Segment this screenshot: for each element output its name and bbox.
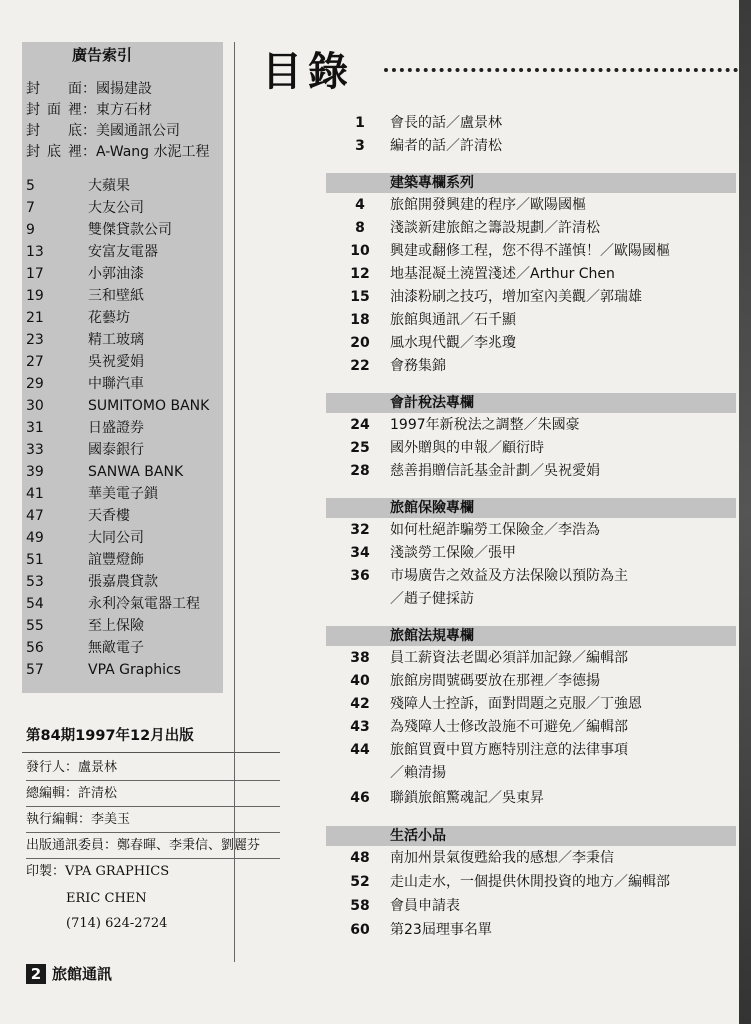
toc-entry[interactable]: 48 南加州景氣復甦給我的感想／李秉信 [350, 850, 614, 866]
section-heading: 會計稅法專欄 [326, 393, 736, 413]
toc-entry-continued: ／趙子健採訪 [390, 591, 474, 607]
ad-index-title: 廣告索引 [72, 46, 133, 64]
toc-title: 目錄 [262, 49, 354, 95]
credit-contact-name: ERIC CHEN [66, 891, 147, 906]
toc-entry[interactable]: 22 會務集錦 [350, 358, 446, 374]
ad-item: 17 小郭油漆 [26, 266, 144, 282]
toc-entry[interactable]: 4 旅館開發興建的程序／歐陽國樞 [355, 197, 586, 213]
leader-dots [384, 68, 746, 72]
ad-item: 7 大友公司 [26, 200, 144, 216]
section-heading: 旅館法規專欄 [326, 626, 736, 646]
section-heading: 建築專欄系列 [326, 173, 736, 193]
column-divider [234, 42, 235, 962]
toc-entry[interactable]: 60 第23屆理事名單 [350, 922, 492, 938]
toc-entry[interactable]: 25 國外贈與的申報／顧衍時 [350, 440, 544, 456]
toc-entry[interactable]: 58 會員申請表 [350, 898, 460, 914]
toc-entry[interactable]: 32 如何杜絕詐騙勞工保險金／李浩為 [350, 522, 600, 538]
credit-committee: 出版通訊委員：鄭春暉、李秉信、劉麗芬 [26, 836, 280, 859]
ad-item: 51 誼豐燈飾 [26, 552, 144, 568]
toc-entry[interactable]: 44 旅館買賣中買方應特別注意的法律事項 [350, 742, 628, 758]
toc-entry[interactable]: 36 市場廣告之效益及方法保險以預防為主 [350, 568, 628, 584]
ad-item: 33 國泰銀行 [26, 442, 144, 458]
ad-item: 41 華美電子鎖 [26, 486, 158, 502]
toc-entry[interactable]: 10 興建或翻修工程，您不得不謹慎！／歐陽國樞 [350, 243, 670, 259]
toc-entry[interactable]: 42 殘障人士控訴，面對問題之克服／丁強恩 [350, 696, 642, 712]
ad-item: 49 大同公司 [26, 530, 144, 546]
toc-entry[interactable]: 38 員工薪資法老闆必須詳加記錄／編輯部 [350, 650, 628, 666]
toc-entry[interactable]: 20 風水現代觀／李兆瓊 [350, 335, 516, 351]
ad-item: 39 SANWA BANK [26, 464, 184, 480]
toc-entry[interactable]: 43 為殘障人士修改設施不可避免／編輯部 [350, 719, 628, 735]
toc-entry[interactable]: 52 走山走水，一個提供休閒投資的地方／編輯部 [350, 874, 670, 890]
toc-entry[interactable]: 40 旅館房間號碼要放在那裡／李德揚 [350, 673, 600, 689]
cover-ad-row: 封面裡：東方石材 [26, 102, 152, 118]
ad-item: 30 SUMITOMO BANK [26, 398, 210, 414]
toc-entry[interactable]: 28 慈善捐贈信託基金計劃／吳祝愛娟 [350, 463, 600, 479]
ad-item: 29 中聯汽車 [26, 376, 144, 392]
ad-item: 9 雙傑貸款公司 [26, 222, 172, 238]
ad-item: 21 花藝坊 [26, 310, 130, 326]
ad-item: 53 張嘉農貸款 [26, 574, 158, 590]
cover-ad-row: 封底裡：A-Wang 水泥工程 [26, 144, 210, 160]
ad-item: 31 日盛證券 [26, 420, 144, 436]
issue-info: 第84期1997年12月出版 [26, 728, 194, 744]
cover-ad-row: 封面：國揚建設 [26, 81, 152, 97]
toc-entry[interactable]: 8 淺談新建旅館之籌設規劃／許清松 [355, 220, 600, 236]
page-number: 2 [26, 964, 46, 984]
toc-entry[interactable]: 3 編者的話／許清松 [355, 138, 502, 154]
cover-ad-row: 封底：美國通訊公司 [26, 123, 180, 139]
ad-item: 5 大蘋果 [26, 178, 130, 194]
divider [22, 752, 280, 753]
publication-name: 旅館通訊 [52, 965, 113, 983]
ad-item: 57 VPA Graphics [26, 662, 181, 678]
ad-item: 54 永利冷氣電器工程 [26, 596, 200, 612]
credit-printer: 印製：VPA GRAPHICS [26, 864, 170, 879]
credit-editor-in-chief: 總編輯：許清松 [26, 784, 280, 807]
ad-item: 56 無敵電子 [26, 640, 144, 656]
section-heading: 旅館保險專欄 [326, 498, 736, 518]
ad-item: 27 吳祝愛娟 [26, 354, 144, 370]
credit-publisher: 發行人：盧景林 [26, 758, 280, 781]
toc-entry[interactable]: 1 會長的話／盧景林 [355, 115, 502, 131]
ad-item: 23 精工玻璃 [26, 332, 144, 348]
toc-entry[interactable]: 15 油漆粉刷之技巧，增加室內美觀／郭瑞雄 [350, 289, 642, 305]
toc-entry[interactable]: 24 1997年新稅法之調整／朱國豪 [350, 417, 580, 433]
toc-entry[interactable]: 12 地基混凝土澆置淺述／Arthur Chen [350, 266, 615, 282]
section-heading: 生活小品 [326, 826, 736, 846]
toc-entry[interactable]: 18 旅館與通訊／石千顯 [350, 312, 516, 328]
credit-executive-editor: 執行編輯：李美玉 [26, 810, 280, 833]
ad-item: 55 至上保險 [26, 618, 144, 634]
toc-entry[interactable]: 34 淺談勞工保險／張甲 [350, 545, 516, 561]
ad-item: 19 三和壁紙 [26, 288, 144, 304]
ad-item: 13 安富友電器 [26, 244, 158, 260]
scan-edge [739, 0, 751, 1024]
toc-entry[interactable]: 46 聯鎖旅館驚魂記／吳東昇 [350, 790, 544, 806]
ad-item: 47 天香樓 [26, 508, 130, 524]
credit-contact-phone: (714) 624-2724 [66, 916, 168, 931]
toc-entry-continued: ／賴清揚 [390, 765, 446, 781]
